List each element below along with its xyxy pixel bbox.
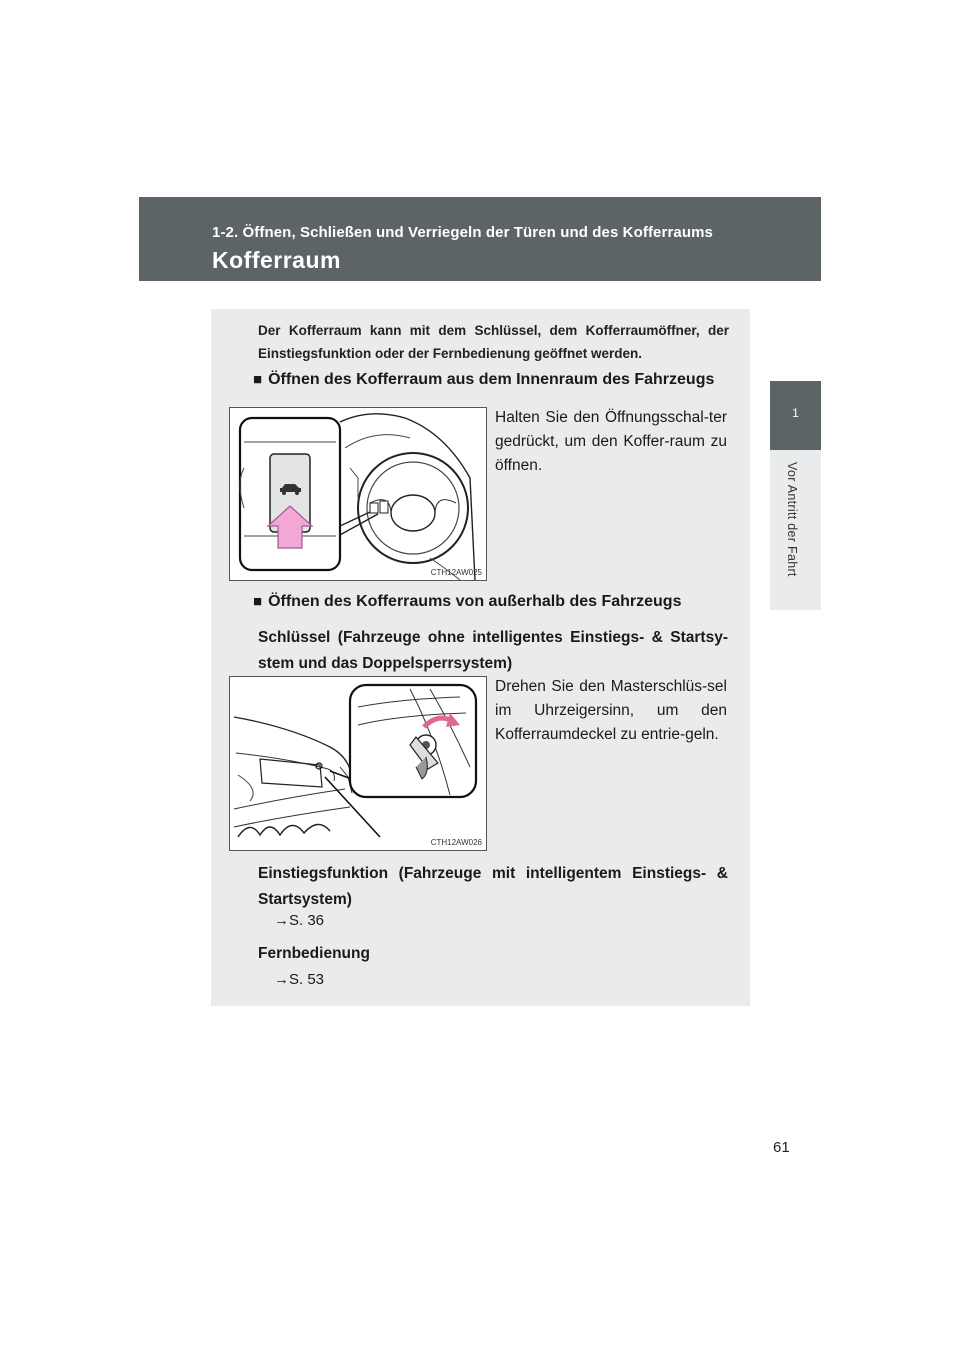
- chapter-number: 1: [792, 406, 799, 420]
- figure-trunk-lock: [229, 676, 487, 851]
- outside-instruction: Drehen Sie den Masterschlüs-sel im Uhrzeigersinn, um den Kofferraumdeckel zu entrie-geln.: [495, 678, 727, 743]
- chapter-tab-number: [770, 381, 821, 450]
- entry-function-heading: Einstiegsfunktion (Fahrzeuge mit intelligentem Einstiegs- & Startsystem): [258, 865, 728, 908]
- figure-interior-switch: [229, 407, 487, 581]
- remote-ref[interactable]: →S. 53: [274, 971, 325, 988]
- bullet-square: ■: [253, 593, 263, 610]
- section-title: 1-2. Öffnen, Schließen und Verriegeln der Türen und des Kofferraums: [212, 224, 713, 241]
- bullet-square: ■: [253, 371, 263, 388]
- page-number: 61: [773, 1139, 790, 1156]
- interior-illustration: [230, 408, 486, 580]
- chapter-tab: [770, 450, 821, 610]
- chapter-header: [139, 197, 821, 281]
- content-panel: [211, 309, 750, 1006]
- figure-code: CTH12AW026: [430, 838, 482, 847]
- heading-inside: [253, 371, 714, 389]
- trunk-illustration: [230, 677, 486, 850]
- inside-instruction: Halten Sie den Öffnungsschal-ter gedrückt, um den Koffer-raum zu öffnen.: [495, 409, 727, 474]
- heading-inside-text: Öffnen des Kofferraum aus dem Innenraum des Fahrzeugs: [268, 371, 715, 388]
- figure-code: CTH12AW025: [430, 568, 482, 577]
- intro-paragraph: Der Kofferraum kann mit dem Schlüssel, dem Kofferraumöffner, der Einstiegsfunktion oder der Fernbedienung geöffnet werden.: [258, 323, 729, 361]
- entry-function-ref[interactable]: →S. 36: [274, 912, 325, 929]
- key-heading: Schlüssel (Fahrzeuge ohne intelligentes Einstiegs- & Startsy-stem und das Doppelsperrsystem): [258, 629, 728, 672]
- chapter-tab-label: Vor Antritt der Fahrt: [785, 462, 799, 577]
- heading-outside: [253, 593, 681, 611]
- remote-heading: Fernbedienung: [258, 945, 370, 962]
- page-title: Kofferraum: [212, 247, 341, 273]
- heading-outside-text: Öffnen des Kofferraums von außerhalb des Fahrzeugs: [268, 593, 682, 610]
